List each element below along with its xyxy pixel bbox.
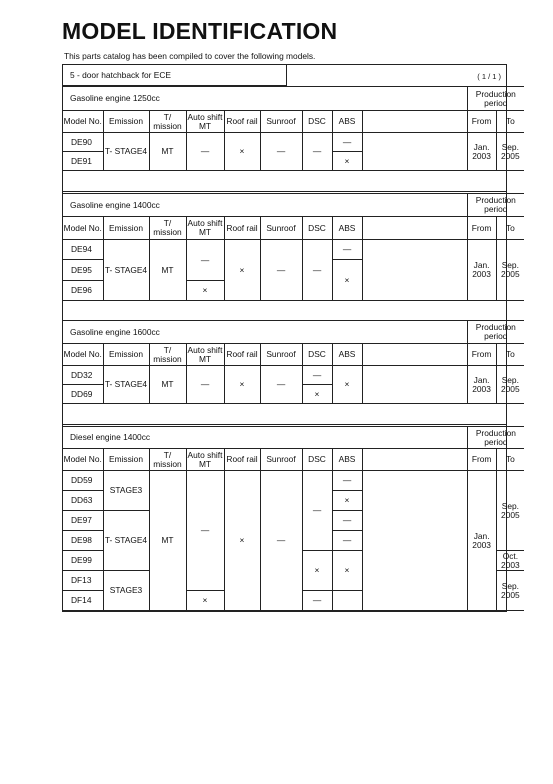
section-title: Gasoline engine 1600cc (63, 321, 467, 344)
col-sunroof-header: Sunroof (260, 449, 302, 471)
production-period-header: Production period (467, 194, 524, 217)
abs-value: — (332, 511, 362, 531)
section-title: Diesel engine 1400cc (63, 427, 467, 449)
emission-value: T- STAGE4 (103, 133, 149, 171)
model-number: DE90 (63, 133, 103, 152)
col-model-header: Model No. (63, 217, 103, 240)
col-blank (362, 344, 467, 366)
from-value: Jan. 2003 (467, 133, 496, 171)
model-table-frame (62, 64, 520, 612)
section-diesel-1400cc-table (63, 426, 524, 611)
abs-value (332, 591, 362, 611)
abs-value: — (332, 531, 362, 551)
dsc-value: — (302, 240, 332, 301)
abs-value: × (332, 491, 362, 511)
abs-value: × (332, 260, 362, 301)
col-blank (362, 111, 467, 133)
col-abs-header: ABS (332, 449, 362, 471)
page-title: MODEL IDENTIFICATION (62, 18, 338, 44)
col-to-header: To (496, 111, 524, 133)
col-roof-rail-header: Roof rail (224, 344, 260, 366)
dsc-value: — (302, 591, 332, 611)
emission-value: STAGE3 (103, 571, 149, 611)
dsc-value: — (302, 471, 332, 551)
col-to-header: To (496, 217, 524, 240)
emission-value: T- STAGE4 (103, 366, 149, 404)
col-blank (362, 449, 467, 471)
section-1600cc-table (63, 320, 524, 404)
production-period-header: Production period (467, 87, 524, 111)
intro-text: This parts catalog has been compiled to cover the following models. (64, 51, 316, 61)
dsc-value: × (302, 551, 332, 591)
to-value: Oct. 2003 (496, 551, 524, 571)
auto-shift-value: × (186, 281, 224, 301)
col-emission-header: Emission (103, 344, 149, 366)
model-number: DF13 (63, 571, 103, 591)
production-period-header: Production period (467, 427, 524, 449)
col-abs-header: ABS (332, 217, 362, 240)
abs-value: × (332, 152, 362, 171)
blank-cell (362, 240, 467, 301)
col-abs-header: ABS (332, 111, 362, 133)
col-auto-shift-header: Auto shift MT (187, 449, 223, 469)
col-emission-header: Emission (103, 217, 149, 240)
abs-value: — (332, 133, 362, 152)
col-roof-rail-header: Roof rail (224, 449, 260, 471)
transmission-value: MT (149, 240, 186, 301)
roof-rail-value: × (224, 133, 260, 171)
col-model-header: Model No. (63, 449, 103, 471)
model-number: DE95 (63, 260, 103, 281)
col-transmission-header: T/ mission (149, 449, 186, 471)
col-auto-shift-header: Auto shift MT (186, 217, 224, 240)
col-auto-shift-header: Auto shift MT (187, 111, 223, 131)
from-value: Jan. 2003 (467, 366, 496, 404)
col-sunroof-header: Sunroof (260, 217, 302, 240)
model-number: DE98 (63, 531, 103, 551)
section-1250cc-table (63, 86, 524, 171)
model-number: DE94 (63, 240, 103, 260)
abs-value: × (332, 551, 362, 591)
dsc-value: — (302, 366, 332, 385)
from-value: Jan. 2003 (467, 471, 496, 611)
col-model-header: Model No. (63, 344, 103, 366)
section-1400cc-table (63, 193, 524, 301)
production-period-header: Production period (467, 321, 524, 344)
to-value: Sep. 2005 (496, 366, 524, 404)
auto-shift-value: — (186, 366, 224, 404)
col-abs-header: ABS (332, 344, 362, 366)
to-value: Sep. 2005 (496, 571, 524, 611)
col-roof-rail-header: Roof rail (224, 217, 260, 240)
col-dsc-header: DSC (302, 344, 332, 366)
col-dsc-header: DSC (302, 111, 332, 133)
emission-value: STAGE3 (103, 471, 149, 511)
to-value: Sep. 2005 (496, 471, 524, 551)
model-number: DE97 (63, 511, 103, 531)
sunroof-value: — (260, 133, 302, 171)
abs-value: × (332, 366, 362, 404)
transmission-value: MT (149, 366, 186, 404)
auto-shift-value: — (186, 133, 224, 171)
col-emission-header: Emission (103, 111, 149, 133)
model-number: DD32 (63, 366, 103, 385)
sunroof-value: — (260, 366, 302, 404)
col-from-header: From (467, 217, 496, 240)
to-value: Sep. 2005 (496, 133, 524, 171)
dsc-value: — (302, 133, 332, 171)
col-from-header: From (467, 449, 496, 471)
auto-shift-value: × (186, 591, 224, 611)
roof-rail-value: × (224, 366, 260, 404)
model-number: DE91 (63, 152, 103, 171)
category-label: 5 - door hatchback for ECE (63, 65, 287, 86)
col-dsc-header: DSC (302, 217, 332, 240)
col-transmission-header: T/ mission (149, 217, 186, 240)
dsc-value: × (302, 385, 332, 404)
col-sunroof-header: Sunroof (260, 111, 302, 133)
abs-value: — (332, 471, 362, 491)
roof-rail-value: × (224, 240, 260, 301)
col-model-header: Model No. (63, 111, 103, 133)
sunroof-value: — (260, 471, 302, 611)
col-transmission-header: T/ mission (149, 111, 186, 133)
col-transmission-header: T/ mission (149, 344, 186, 366)
col-auto-shift-header: Auto shift MT (187, 344, 223, 364)
model-number: DE99 (63, 551, 103, 571)
blank-cell (362, 471, 467, 611)
to-value: Sep. 2005 (496, 240, 524, 301)
col-to-header: To (496, 449, 524, 471)
abs-value: — (332, 240, 362, 260)
col-sunroof-header: Sunroof (260, 344, 302, 366)
auto-shift-value: — (186, 240, 224, 281)
transmission-value: MT (149, 133, 186, 171)
model-number: DF14 (63, 591, 103, 611)
col-from-header: From (467, 344, 496, 366)
from-value: Jan. 2003 (467, 240, 496, 301)
emission-value: T- STAGE4 (103, 240, 149, 301)
col-blank (362, 217, 467, 240)
blank-cell (362, 133, 467, 171)
model-number: DE96 (63, 281, 103, 301)
transmission-value: MT (149, 471, 186, 611)
col-dsc-header: DSC (302, 449, 332, 471)
model-number: DD63 (63, 491, 103, 511)
sunroof-value: — (260, 240, 302, 301)
col-emission-header: Emission (103, 449, 149, 471)
roof-rail-value: × (224, 471, 260, 611)
auto-shift-value: — (186, 471, 224, 591)
model-number: DD59 (63, 471, 103, 491)
col-roof-rail-header: Roof rail (224, 111, 260, 133)
section-title: Gasoline engine 1400cc (63, 194, 467, 217)
col-to-header: To (496, 344, 524, 366)
blank-cell (362, 366, 467, 404)
emission-value: T- STAGE4 (103, 511, 149, 571)
col-from-header: From (467, 111, 496, 133)
section-title: Gasoline engine 1250cc (63, 87, 467, 111)
page-number: ( 1 / 1 ) (477, 72, 501, 81)
model-number: DD69 (63, 385, 103, 404)
